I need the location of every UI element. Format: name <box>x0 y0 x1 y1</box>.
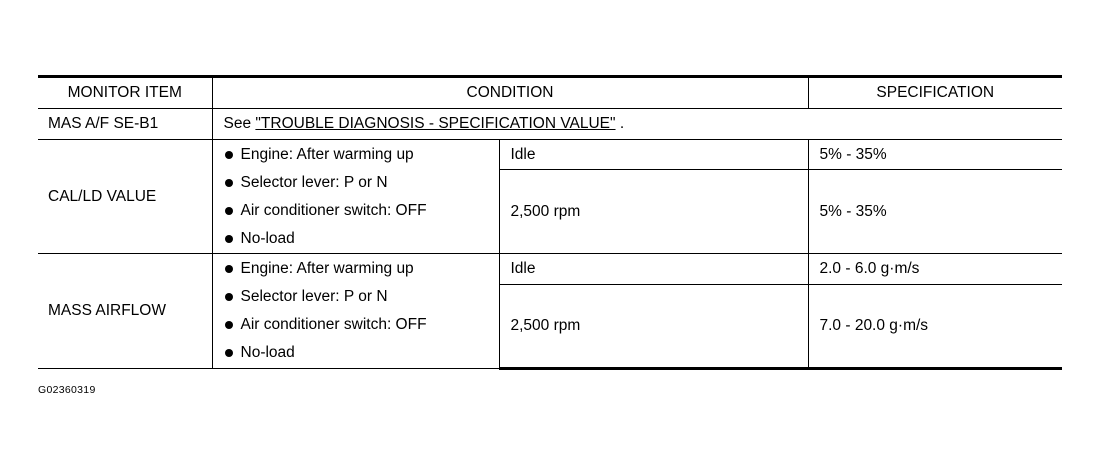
sub-condition-cell: Idle <box>499 254 808 285</box>
spec-value-cell: 5% - 35% <box>808 170 1062 254</box>
sub-condition-cell: Idle <box>499 140 808 170</box>
condition-list-item: No-load <box>213 225 499 253</box>
condition-list-item: Selector lever: P or N <box>213 283 499 311</box>
sub-condition-cell: 2,500 rpm <box>499 170 808 254</box>
condition-list-item: Air conditioner switch: OFF <box>213 197 499 225</box>
header-condition: CONDITION <box>212 77 808 109</box>
condition-list-item: Selector lever: P or N <box>213 169 499 197</box>
see-prefix: See <box>223 115 252 133</box>
condition-list-item: Air conditioner switch: OFF <box>213 311 499 339</box>
condition-list <box>213 255 499 367</box>
spec-value-cell: 2.0 - 6.0 g·m/s <box>808 254 1062 285</box>
monitor-item-cell: CAL/LD VALUE <box>38 140 212 254</box>
monitor-spec-table <box>38 75 1062 370</box>
see-suffix: . <box>619 115 625 133</box>
monitor-item-cell: MAS A/F SE-B1 <box>38 109 212 140</box>
condition-list-cell <box>212 254 499 369</box>
monitor-item-cell: MASS AIRFLOW <box>38 254 212 369</box>
figure-id: G02360319 <box>38 384 96 396</box>
spec-value-cell: 5% - 35% <box>808 140 1062 170</box>
condition-list-item: Engine: After warming up <box>213 255 499 283</box>
table-header-row <box>38 77 1062 109</box>
table-row-cal-ld-idle <box>38 140 1062 170</box>
condition-list-cell <box>212 140 499 254</box>
table-row-mass-airflow-idle <box>38 254 1062 285</box>
header-monitor-item: MONITOR ITEM <box>38 77 212 109</box>
table-row-mas-af-se-b1 <box>38 109 1062 140</box>
sub-condition-cell: 2,500 rpm <box>499 285 808 369</box>
condition-list <box>213 141 499 253</box>
header-specification: SPECIFICATION <box>808 77 1062 109</box>
condition-list-item: Engine: After warming up <box>213 141 499 169</box>
condition-list-item: No-load <box>213 339 499 367</box>
mas-reference-cell <box>212 109 1062 140</box>
spec-value-cell: 7.0 - 20.0 g·m/s <box>808 285 1062 369</box>
trouble-diagnosis-spec-value-link[interactable]: "TROUBLE DIAGNOSIS - SPECIFICATION VALUE" <box>255 115 616 133</box>
